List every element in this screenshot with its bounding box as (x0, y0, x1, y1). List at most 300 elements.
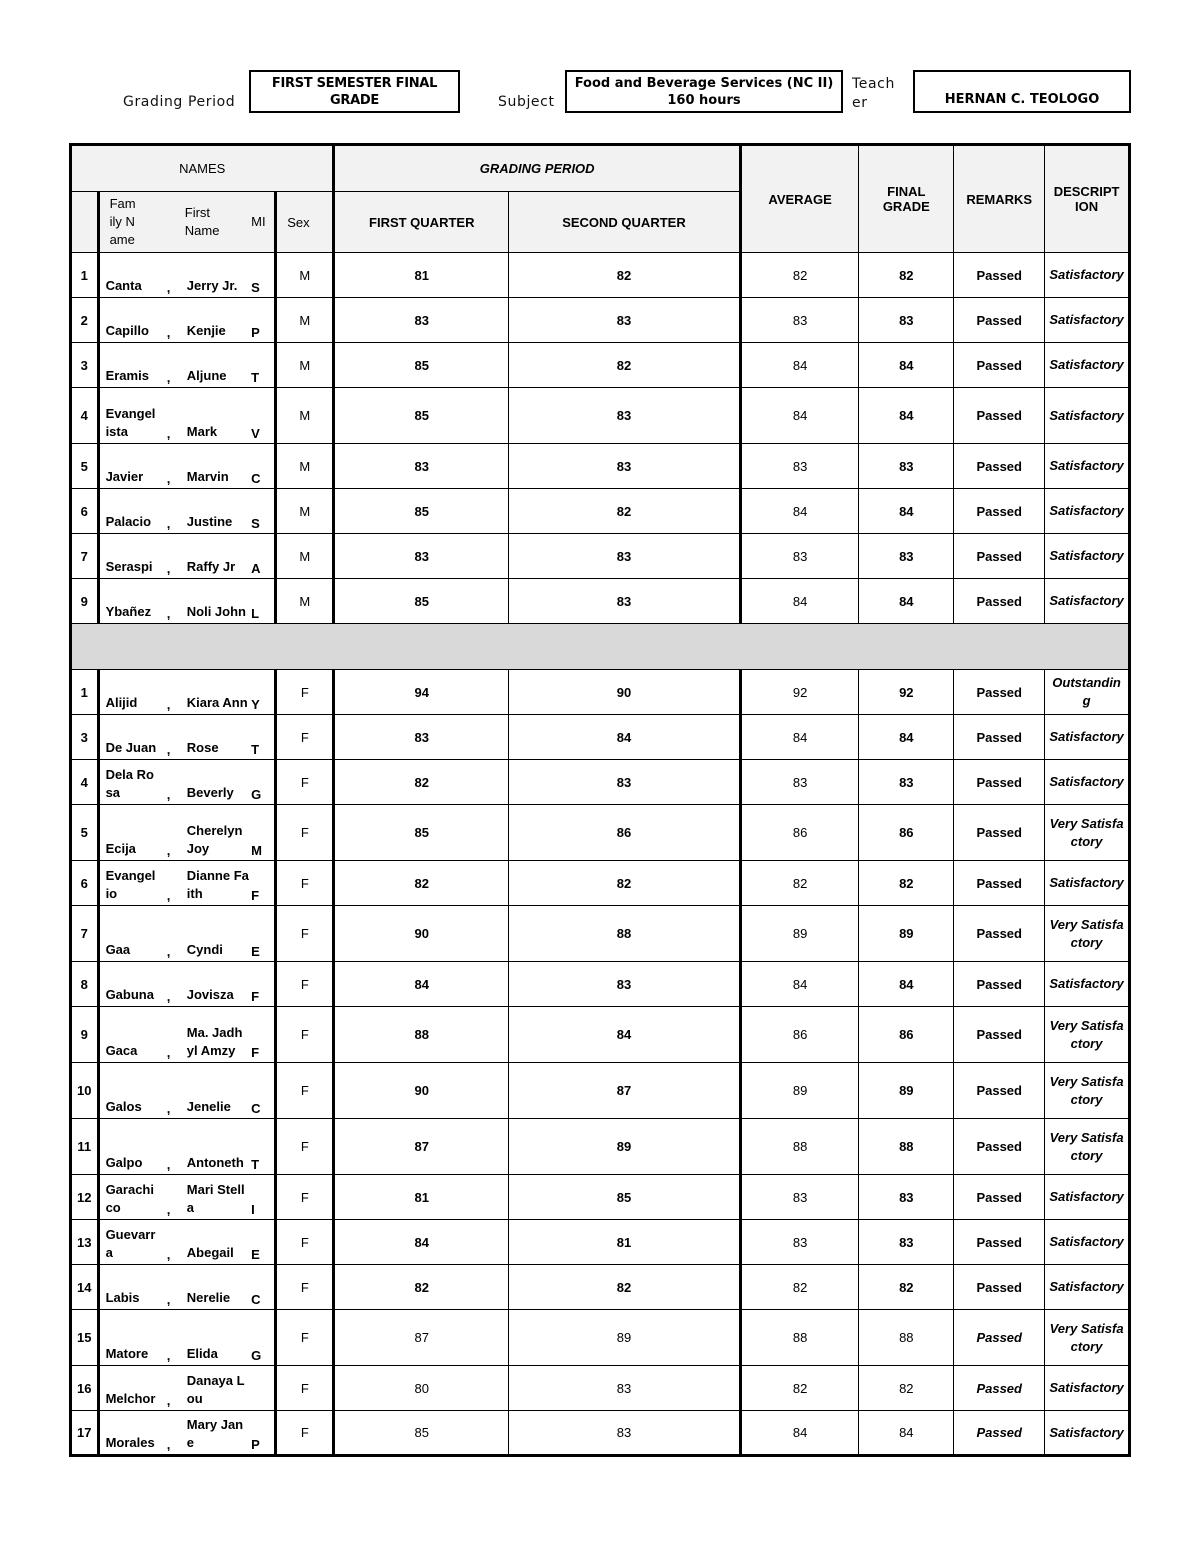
remarks: Passed (954, 1265, 1045, 1310)
sex: F (276, 1310, 334, 1366)
first-quarter-grade: 84 (334, 1220, 509, 1265)
sex: F (276, 1411, 334, 1456)
middle-initial: L (249, 579, 276, 624)
sex: F (276, 805, 334, 861)
description: Satisfactory (1045, 489, 1130, 534)
final-grade-header: FINAL GRADE (859, 145, 954, 253)
middle-initial: F (249, 1007, 276, 1063)
first-quarter-grade: 85 (334, 343, 509, 388)
average-grade: 82 (740, 1265, 858, 1310)
second-quarter-grade: 83 (509, 1366, 741, 1411)
middle-initial: S (249, 489, 276, 534)
name-comma: , (156, 1063, 181, 1119)
family-name: Gaca (98, 1007, 156, 1063)
average-grade: 86 (740, 1007, 858, 1063)
student-row (71, 670, 1130, 715)
description: Satisfactory (1045, 444, 1130, 489)
description: Satisfactory (1045, 715, 1130, 760)
first-quarter-header: FIRST QUARTER (334, 192, 509, 253)
first-name: Cherelyn Joy (181, 805, 249, 861)
student-number: 12 (71, 1175, 99, 1220)
description: Very Satisfactory (1045, 805, 1130, 861)
middle-initial: G (249, 1310, 276, 1366)
middle-initial: F (249, 861, 276, 906)
separator-band (71, 624, 1130, 670)
family-name: Evangelista (98, 388, 156, 444)
remarks: Passed (954, 1220, 1045, 1265)
middle-initial: E (249, 906, 276, 962)
student-number: 3 (71, 343, 99, 388)
final-grade: 84 (859, 715, 954, 760)
name-comma: , (156, 670, 181, 715)
final-grade: 86 (859, 805, 954, 861)
grades-table (69, 143, 1131, 1457)
student-number: 10 (71, 1063, 99, 1119)
family-name: Capillo (98, 298, 156, 343)
first-name: Dianne Faith (181, 861, 249, 906)
sex: F (276, 1063, 334, 1119)
second-quarter-grade: 85 (509, 1175, 741, 1220)
average-grade: 89 (740, 906, 858, 962)
sex: M (276, 298, 334, 343)
remarks: Passed (954, 1007, 1045, 1063)
second-quarter-grade: 83 (509, 760, 741, 805)
final-grade: 88 (859, 1119, 954, 1175)
student-row (71, 489, 1130, 534)
final-grade: 83 (859, 444, 954, 489)
remarks: Passed (954, 489, 1045, 534)
student-number: 9 (71, 579, 99, 624)
remarks: Passed (954, 579, 1045, 624)
sex: M (276, 388, 334, 444)
student-row (71, 760, 1130, 805)
description: Satisfactory (1045, 298, 1130, 343)
first-quarter-grade: 83 (334, 298, 509, 343)
student-row (71, 1175, 1130, 1220)
family-name: De Juan (98, 715, 156, 760)
name-comma: , (156, 298, 181, 343)
remarks: Passed (954, 1366, 1045, 1411)
first-quarter-grade: 84 (334, 962, 509, 1007)
name-comma: , (156, 1411, 181, 1456)
student-number: 4 (71, 760, 99, 805)
student-row (71, 1366, 1130, 1411)
sex: F (276, 1175, 334, 1220)
name-comma: , (156, 962, 181, 1007)
remarks-header: REMARKS (954, 145, 1045, 253)
first-quarter-grade: 80 (334, 1366, 509, 1411)
first-name: Mark (181, 388, 249, 444)
average-grade: 92 (740, 670, 858, 715)
mi-header: MI (249, 192, 276, 253)
first-name: Justine (181, 489, 249, 534)
remarks: Passed (954, 253, 1045, 298)
final-grade: 84 (859, 388, 954, 444)
sex: M (276, 343, 334, 388)
first-quarter-grade: 83 (334, 534, 509, 579)
average-grade: 86 (740, 805, 858, 861)
student-number: 13 (71, 1220, 99, 1265)
sex: F (276, 715, 334, 760)
second-quarter-grade: 89 (509, 1310, 741, 1366)
average-grade: 84 (740, 489, 858, 534)
middle-initial: C (249, 1265, 276, 1310)
student-row (71, 805, 1130, 861)
family-name: Dela Rosa (98, 760, 156, 805)
sex: F (276, 1220, 334, 1265)
middle-initial: P (249, 1411, 276, 1456)
first-quarter-grade: 85 (334, 579, 509, 624)
remarks: Passed (954, 962, 1045, 1007)
final-grade: 92 (859, 670, 954, 715)
family-name: Guevarra (98, 1220, 156, 1265)
student-row (71, 1063, 1130, 1119)
remarks: Passed (954, 715, 1045, 760)
student-row (71, 444, 1130, 489)
middle-initial: C (249, 444, 276, 489)
average-grade: 88 (740, 1119, 858, 1175)
second-quarter-grade: 82 (509, 343, 741, 388)
student-row (71, 579, 1130, 624)
second-quarter-grade: 82 (509, 861, 741, 906)
student-row (71, 388, 1130, 444)
name-comma: , (156, 1119, 181, 1175)
number-header (71, 192, 99, 253)
student-row (71, 343, 1130, 388)
family-name: Alijid (98, 670, 156, 715)
description: Satisfactory (1045, 1411, 1130, 1456)
sex: M (276, 534, 334, 579)
middle-initial: E (249, 1220, 276, 1265)
average-grade: 82 (740, 1366, 858, 1411)
middle-initial: F (249, 962, 276, 1007)
first-name: Elida (181, 1310, 249, 1366)
final-grade: 82 (859, 253, 954, 298)
family-name: Seraspi (98, 534, 156, 579)
description-header: DESCRIPTION (1045, 145, 1130, 253)
teacher-value: HERNAN C. TEOLOGO (913, 70, 1131, 113)
first-quarter-grade: 94 (334, 670, 509, 715)
sex: F (276, 906, 334, 962)
second-quarter-grade: 84 (509, 715, 741, 760)
student-row (71, 1119, 1130, 1175)
sex: M (276, 579, 334, 624)
final-grade: 84 (859, 962, 954, 1007)
remarks: Passed (954, 861, 1045, 906)
name-comma: , (156, 1366, 181, 1411)
remarks: Passed (954, 534, 1045, 579)
second-quarter-grade: 82 (509, 1265, 741, 1310)
first-name: Kenjie (181, 298, 249, 343)
name-comma: , (156, 388, 181, 444)
second-quarter-grade: 84 (509, 1007, 741, 1063)
family-name: Gabuna (98, 962, 156, 1007)
first-name: Cyndi (181, 906, 249, 962)
student-row (71, 1220, 1130, 1265)
student-number: 4 (71, 388, 99, 444)
student-row (71, 1007, 1130, 1063)
name-comma: , (156, 343, 181, 388)
name-comma: , (156, 1310, 181, 1366)
remarks: Passed (954, 444, 1045, 489)
student-number: 6 (71, 489, 99, 534)
first-quarter-grade: 85 (334, 805, 509, 861)
student-number: 15 (71, 1310, 99, 1366)
average-grade: 83 (740, 760, 858, 805)
description: Satisfactory (1045, 1366, 1130, 1411)
remarks: Passed (954, 1175, 1045, 1220)
name-comma: , (156, 906, 181, 962)
first-quarter-grade: 85 (334, 489, 509, 534)
middle-initial: S (249, 253, 276, 298)
student-number: 6 (71, 861, 99, 906)
second-quarter-grade: 88 (509, 906, 741, 962)
student-number: 8 (71, 962, 99, 1007)
average-grade: 84 (740, 343, 858, 388)
second-quarter-grade: 81 (509, 1220, 741, 1265)
first-quarter-grade: 90 (334, 906, 509, 962)
sex: F (276, 1119, 334, 1175)
second-quarter-grade: 83 (509, 579, 741, 624)
family-name: Ecija (98, 805, 156, 861)
description: Satisfactory (1045, 253, 1130, 298)
student-number: 5 (71, 805, 99, 861)
name-comma: , (156, 579, 181, 624)
student-row (71, 715, 1130, 760)
second-quarter-grade: 90 (509, 670, 741, 715)
first-quarter-grade: 90 (334, 1063, 509, 1119)
description: Satisfactory (1045, 579, 1130, 624)
first-quarter-grade: 82 (334, 1265, 509, 1310)
first-name: Jerry Jr. (181, 253, 249, 298)
student-number: 5 (71, 444, 99, 489)
description: Outstanding (1045, 670, 1130, 715)
second-quarter-header: SECOND QUARTER (509, 192, 741, 253)
name-comma: , (156, 444, 181, 489)
remarks: Passed (954, 388, 1045, 444)
remarks: Passed (954, 670, 1045, 715)
average-grade: 83 (740, 1220, 858, 1265)
first-name: Raffy Jr (181, 534, 249, 579)
average-grade: 83 (740, 444, 858, 489)
comma-header (156, 192, 181, 253)
description: Very Satisfactory (1045, 1063, 1130, 1119)
family-name: Garachico (98, 1175, 156, 1220)
sex: F (276, 1366, 334, 1411)
average-grade: 88 (740, 1310, 858, 1366)
middle-initial: V (249, 388, 276, 444)
sex: F (276, 1007, 334, 1063)
average-grade: 84 (740, 962, 858, 1007)
remarks: Passed (954, 343, 1045, 388)
first-name: Mary Jane (181, 1411, 249, 1456)
average-grade: 84 (740, 388, 858, 444)
first-quarter-grade: 87 (334, 1310, 509, 1366)
student-number: 17 (71, 1411, 99, 1456)
final-grade: 83 (859, 1220, 954, 1265)
final-grade: 84 (859, 579, 954, 624)
first-quarter-grade: 83 (334, 444, 509, 489)
student-row (71, 962, 1130, 1007)
second-quarter-grade: 82 (509, 489, 741, 534)
second-quarter-grade: 83 (509, 444, 741, 489)
student-number: 3 (71, 715, 99, 760)
remarks: Passed (954, 1310, 1045, 1366)
name-comma: , (156, 253, 181, 298)
family-name: Labis (98, 1265, 156, 1310)
description: Satisfactory (1045, 760, 1130, 805)
description: Satisfactory (1045, 343, 1130, 388)
family-name-header: Family Name (98, 192, 156, 253)
second-quarter-grade: 86 (509, 805, 741, 861)
family-name: Javier (98, 444, 156, 489)
remarks: Passed (954, 760, 1045, 805)
name-comma: , (156, 805, 181, 861)
sex: F (276, 861, 334, 906)
remarks: Passed (954, 1063, 1045, 1119)
sex: F (276, 1265, 334, 1310)
final-grade: 84 (859, 1411, 954, 1456)
student-row (71, 1310, 1130, 1366)
first-name: Marvin (181, 444, 249, 489)
first-quarter-grade: 88 (334, 1007, 509, 1063)
average-grade: 84 (740, 1411, 858, 1456)
name-comma: , (156, 760, 181, 805)
first-name: Danaya Lou (181, 1366, 249, 1411)
student-row (71, 1411, 1130, 1456)
average-header: AVERAGE (740, 145, 858, 253)
middle-initial: A (249, 534, 276, 579)
student-number: 14 (71, 1265, 99, 1310)
name-comma: , (156, 715, 181, 760)
description: Very Satisfactory (1045, 1119, 1130, 1175)
family-name: Palacio (98, 489, 156, 534)
first-name: Noli John (181, 579, 249, 624)
family-name: Galos (98, 1063, 156, 1119)
student-number: 1 (71, 670, 99, 715)
student-row (71, 861, 1130, 906)
first-quarter-grade: 82 (334, 760, 509, 805)
student-number: 9 (71, 1007, 99, 1063)
remarks: Passed (954, 1119, 1045, 1175)
family-name: Morales (98, 1411, 156, 1456)
middle-initial: T (249, 343, 276, 388)
sex: F (276, 962, 334, 1007)
first-name: Abegail (181, 1220, 249, 1265)
student-row (71, 1265, 1130, 1310)
first-name: Jovisza (181, 962, 249, 1007)
first-name: Aljune (181, 343, 249, 388)
description: Satisfactory (1045, 388, 1130, 444)
first-quarter-grade: 81 (334, 1175, 509, 1220)
second-quarter-grade: 83 (509, 962, 741, 1007)
description: Satisfactory (1045, 1265, 1130, 1310)
final-grade: 88 (859, 1310, 954, 1366)
student-number: 7 (71, 534, 99, 579)
name-comma: , (156, 534, 181, 579)
description: Satisfactory (1045, 861, 1130, 906)
family-name: Matore (98, 1310, 156, 1366)
second-quarter-grade: 89 (509, 1119, 741, 1175)
name-comma: , (156, 1175, 181, 1220)
middle-initial: T (249, 1119, 276, 1175)
second-quarter-grade: 87 (509, 1063, 741, 1119)
final-grade: 83 (859, 298, 954, 343)
middle-initial: Y (249, 670, 276, 715)
student-number: 16 (71, 1366, 99, 1411)
final-grade: 84 (859, 343, 954, 388)
final-grade: 86 (859, 1007, 954, 1063)
second-quarter-grade: 83 (509, 298, 741, 343)
final-grade: 83 (859, 1175, 954, 1220)
subject-label: Subject (498, 94, 555, 110)
student-number: 11 (71, 1119, 99, 1175)
first-quarter-grade: 83 (334, 715, 509, 760)
middle-initial: M (249, 805, 276, 861)
header-row-1 (71, 145, 1130, 192)
final-grade: 84 (859, 489, 954, 534)
middle-initial (249, 1366, 276, 1411)
average-grade: 83 (740, 1175, 858, 1220)
final-grade: 89 (859, 906, 954, 962)
grading-period-header: GRADING PERIOD (334, 145, 740, 192)
middle-initial: G (249, 760, 276, 805)
average-grade: 89 (740, 1063, 858, 1119)
name-comma: , (156, 1265, 181, 1310)
remarks: Passed (954, 298, 1045, 343)
student-number: 7 (71, 906, 99, 962)
first-name: Nerelie (181, 1265, 249, 1310)
average-grade: 83 (740, 298, 858, 343)
first-name: Mari Stella (181, 1175, 249, 1220)
first-name: Jenelie (181, 1063, 249, 1119)
first-quarter-grade: 85 (334, 388, 509, 444)
first-name: Antoneth (181, 1119, 249, 1175)
family-name: Eramis (98, 343, 156, 388)
student-row (71, 906, 1130, 962)
average-grade: 82 (740, 861, 858, 906)
student-row (71, 298, 1130, 343)
name-comma: , (156, 1220, 181, 1265)
family-name: Galpo (98, 1119, 156, 1175)
name-comma: , (156, 1007, 181, 1063)
second-quarter-grade: 83 (509, 534, 741, 579)
family-name: Melchor (98, 1366, 156, 1411)
average-grade: 84 (740, 715, 858, 760)
first-name: Beverly (181, 760, 249, 805)
sex: M (276, 489, 334, 534)
average-grade: 83 (740, 534, 858, 579)
teacher-label: Teacher (852, 76, 895, 111)
description: Very Satisfactory (1045, 1007, 1130, 1063)
section-separator (71, 624, 1130, 670)
name-comma: , (156, 861, 181, 906)
family-name: Evangelio (98, 861, 156, 906)
remarks: Passed (954, 906, 1045, 962)
sex: M (276, 253, 334, 298)
first-name: Kiara Ann (181, 670, 249, 715)
sex: F (276, 760, 334, 805)
second-quarter-grade: 83 (509, 1411, 741, 1456)
final-grade: 89 (859, 1063, 954, 1119)
student-row (71, 253, 1130, 298)
remarks: Passed (954, 1411, 1045, 1456)
first-quarter-grade: 85 (334, 1411, 509, 1456)
remarks: Passed (954, 805, 1045, 861)
family-name: Ybañez (98, 579, 156, 624)
description: Very Satisfactory (1045, 1310, 1130, 1366)
names-header: NAMES (71, 145, 334, 192)
